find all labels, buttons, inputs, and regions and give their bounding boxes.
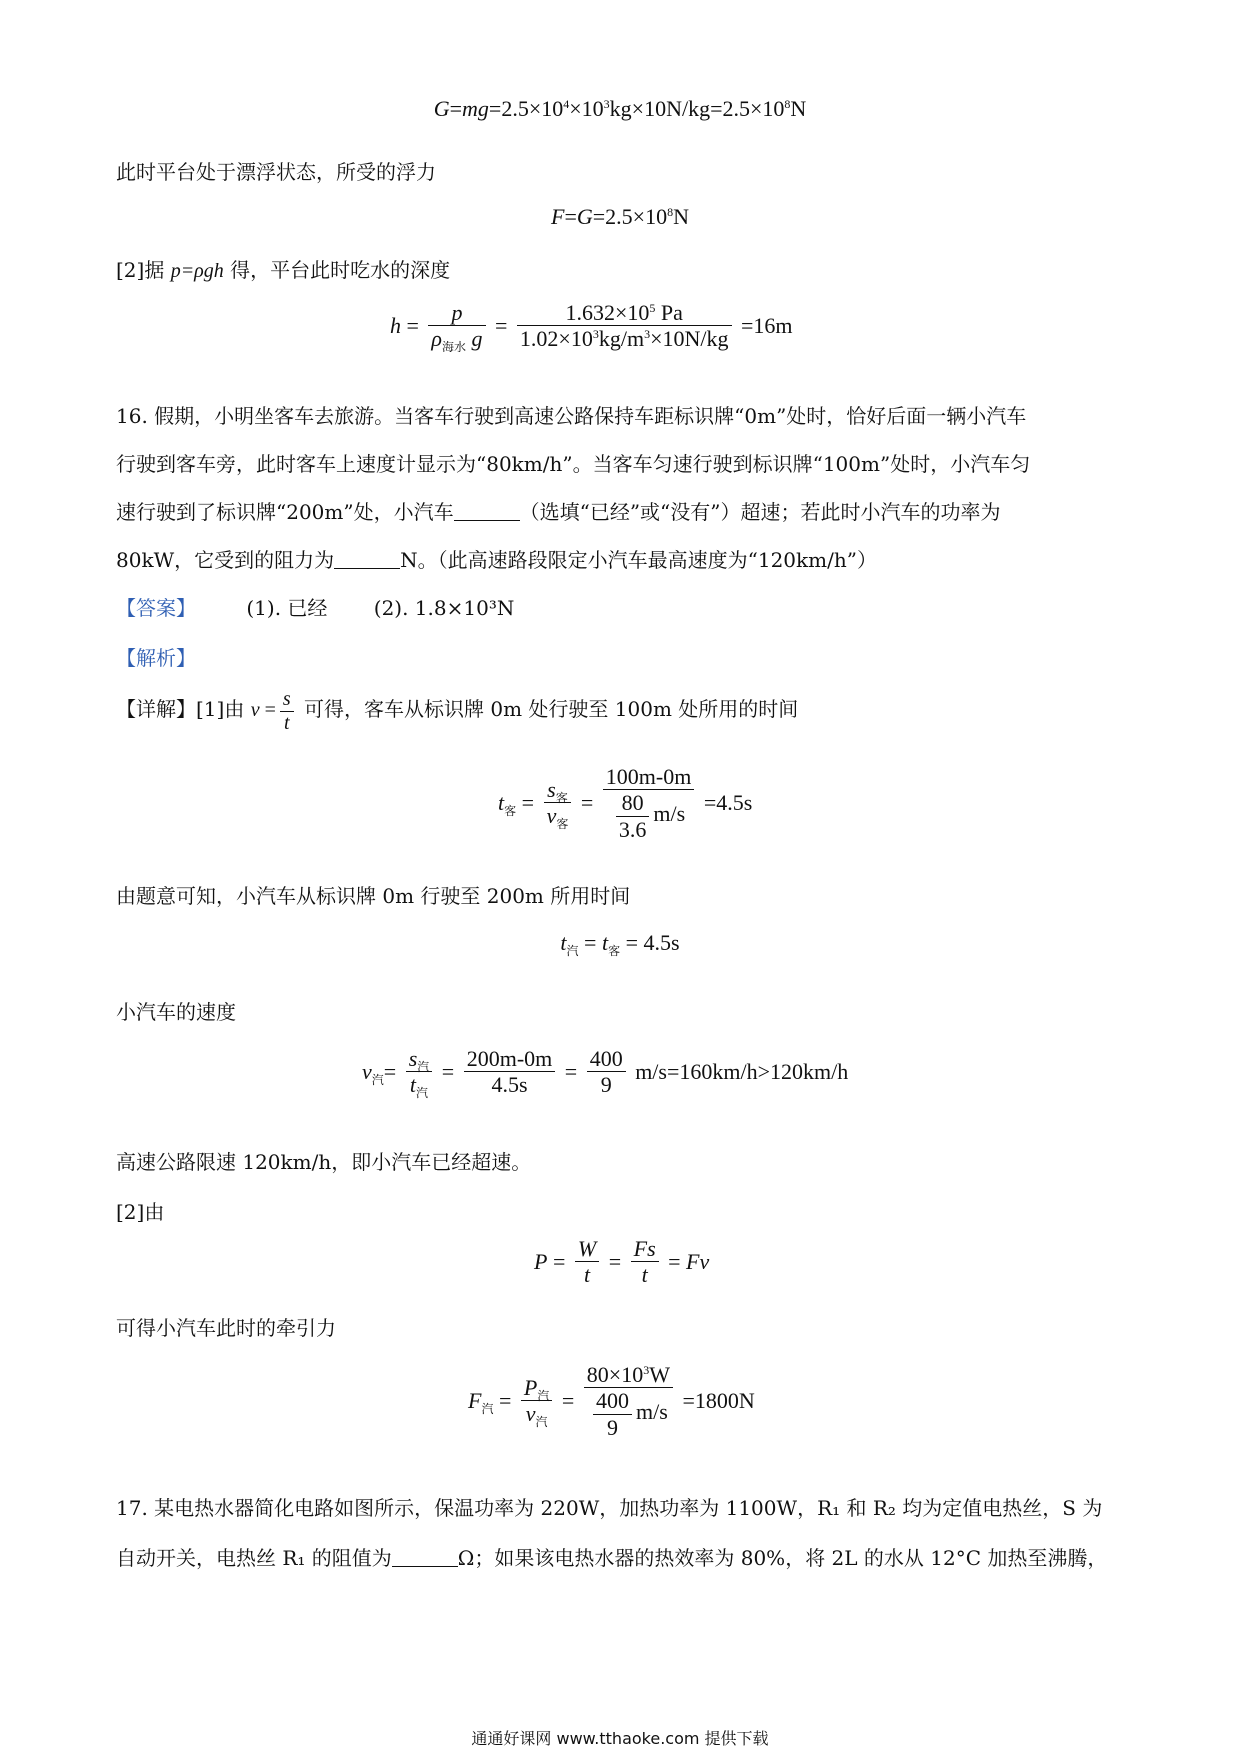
q16-line-3 xyxy=(116,496,1001,525)
formula-gravity: $G=mg=2.5\times 10^4\times 10^3kg\times 10N/kg=2.5\times 10^8N$ xyxy=(433,96,807,121)
detail-line: 【详解】[1]由 v = $\frac{s}{t}$ 可得，客车从标识牌 0m 处行驶至 100m 处所用的时间 xyxy=(116,688,799,734)
depth-numerator: $1.632\times 10^5$ Pa xyxy=(517,300,732,326)
bus-time-result: =4.5s xyxy=(703,789,753,815)
q17-line-1: 17. 某电热水器简化电路如图所示，保温功率为 220W，加热功率为 1100W，R₁ 和 R₂ 均为定值电热丝，S 为 xyxy=(116,1496,1103,1520)
paragraph-time: 由题意可知，小汽车从标识牌 0m 行驶至 200m 所用时间 xyxy=(116,884,631,908)
formula-car-speed: $v_汽=$ $\frac{s_汽}{t_汽}$ = $\frac{200m-0m}{4.5s}$ = $\frac{400}{9}$ m/s=160km/h>120km/h xyxy=(362,1046,849,1101)
paragraph-force: 可得小汽车此时的牵引力 xyxy=(116,1316,336,1340)
q16-line-1: 16. 假期，小明坐客车去旅游。当客车行驶到高速公路保持车距标识牌“0m”处时，恰好后面一辆小汽车 xyxy=(116,404,1027,428)
answer-row xyxy=(116,592,514,621)
traction-numerator: $80\times 10^3W$ xyxy=(584,1362,673,1388)
paragraph-depth xyxy=(116,254,450,283)
car-speed-result: m/s=160km/h>120km/h xyxy=(635,1058,849,1084)
pressure-formula: p=ρgh xyxy=(170,260,224,282)
traction-result: =1800N xyxy=(682,1387,755,1413)
formula-depth: h = $\frac{p}{\rho_{海水} g}$ = $\frac{1.632\times 10^5 Pa}{1.02\times 10^3kg/m^3\times 10N/kg}$ =16m xyxy=(390,300,793,355)
q16-line-4-part-a: 80kW，它受到的阻力为 xyxy=(116,548,335,572)
depth-result: =16m xyxy=(741,312,793,338)
formula-power: P = $\frac{W}{t}$ = $\frac{Fs}{t}$ = Fv xyxy=(534,1236,710,1288)
q16-line-3-part-b: （选填“已经”或“没有”）超速；若此时小汽车的功率为 xyxy=(519,500,1001,524)
formula-equal-time: $t_汽 = t_客 = 4.5s$ xyxy=(560,930,680,958)
answer-blank-1[interactable] xyxy=(454,502,520,521)
q16-line-2: 行驶到客车旁，此时客车上速度计显示为“80km/h”。当客车匀速行驶到标识牌“100m”处时，小汽车匀 xyxy=(116,452,1031,476)
paragraph-by: [2]由 xyxy=(116,1200,165,1224)
formula-buoyancy: $F=G=2.5\times 10^8N$ xyxy=(551,204,689,229)
q17-line-2 xyxy=(116,1542,1107,1571)
q17-line-2-part-a: 自动开关，电热丝 R₁ 的阻值为 xyxy=(116,1546,392,1570)
paragraph-limit: 高速公路限速 120km/h，即小汽车已经超速。 xyxy=(116,1150,532,1174)
depth-denominator: $1.02\times 10^3kg/m^3\times 10N/kg$ xyxy=(519,326,729,352)
answer-label: 【答案】 xyxy=(116,596,196,620)
car-time: 4.5s xyxy=(491,1072,528,1098)
answer-blank-3[interactable] xyxy=(392,1548,458,1567)
formula-traction: $F_汽$ = $\frac{P_汽}{v_汽}$ = $80\times 10^3W$ $\frac{400}{9}$ m/s =1800N xyxy=(468,1362,755,1440)
detail-suffix: 可得，客车从标识牌 0m 处行驶至 100m 处所用的时间 xyxy=(297,697,799,722)
q16-line-4 xyxy=(116,544,877,573)
paragraph-speed: 小汽车的速度 xyxy=(116,1000,236,1024)
depth-suffix: 得，平台此时吃水的深度 xyxy=(223,258,451,282)
formula-bus-time: $t_客$ = $\frac{s_客}{v_客}$ = 100m-0m $\frac{80}{3.6}$ m/s =4.5s xyxy=(498,764,753,842)
q16-line-3-part-a: 速行驶到了标识牌“200m”处，小汽车 xyxy=(116,500,454,524)
equal-time-result: = 4.5s xyxy=(625,930,680,955)
page-footer: 通通好课网 www.tthaoke.com 提供下载 xyxy=(471,1729,769,1748)
answer-2: (2). 1.8×10³N xyxy=(373,596,515,620)
analysis-label: 【解析】 xyxy=(116,646,196,670)
paragraph-floating: 此时平台处于漂浮状态，所受的浮力 xyxy=(116,160,436,184)
answer-1: (1). 已经 xyxy=(246,596,328,620)
detail-prefix: 【详解】[1]由 xyxy=(116,697,251,722)
car-distance: 200m-0m xyxy=(464,1046,556,1072)
answer-blank-2[interactable] xyxy=(334,550,400,569)
bus-distance: 100m-0m xyxy=(603,764,695,790)
q16-line-4-part-b: N。（此高速路段限定小汽车最高速度为“120km/h”） xyxy=(400,548,877,572)
depth-prefix: [2]据 xyxy=(116,258,171,282)
q17-line-2-part-b: Ω；如果该电热水器的热效率为 80%，将 2L 的水从 12°C 加热至沸腾， xyxy=(457,1546,1108,1570)
